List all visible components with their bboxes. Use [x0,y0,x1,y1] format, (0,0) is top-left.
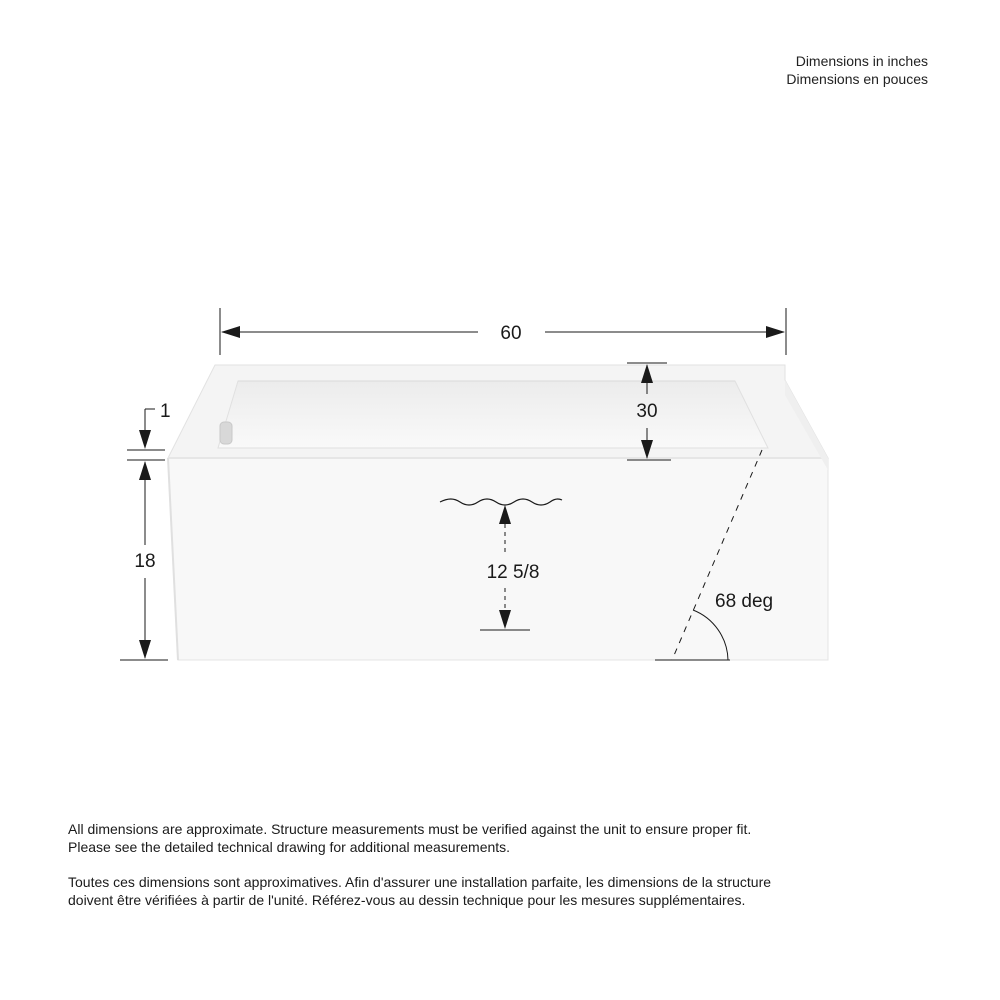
tub-basin [218,381,768,448]
length-label: 60 [500,323,522,344]
disclaimer-notes [68,820,788,926]
water-depth-label: 12 5/8 [486,562,540,583]
bathtub-illustration [168,365,828,660]
angle-label: 68 deg [715,591,774,612]
units-english: Dimensions in inches [795,53,928,69]
drain-overflow [220,422,232,444]
height-label: 18 [134,551,156,572]
units-french: Dimensions en pouces [786,71,928,87]
rim-label: 1 [160,401,171,422]
disclaimer-english: All dimensions are approximate. Structure measurements must be verified against the unit to ensure proper fit. Please see the detailed technical drawing for additional measurements. [68,821,752,855]
width-label: 30 [636,401,658,422]
disclaimer-french: Toutes ces dimensions sont approximatives. Afin d'assurer une installation parfaite, les dimensions de la structure doivent être vérifiées à partir de l'unité. Référez-vous au dessin technique pour les mesures supplémentaires. [68,874,772,908]
